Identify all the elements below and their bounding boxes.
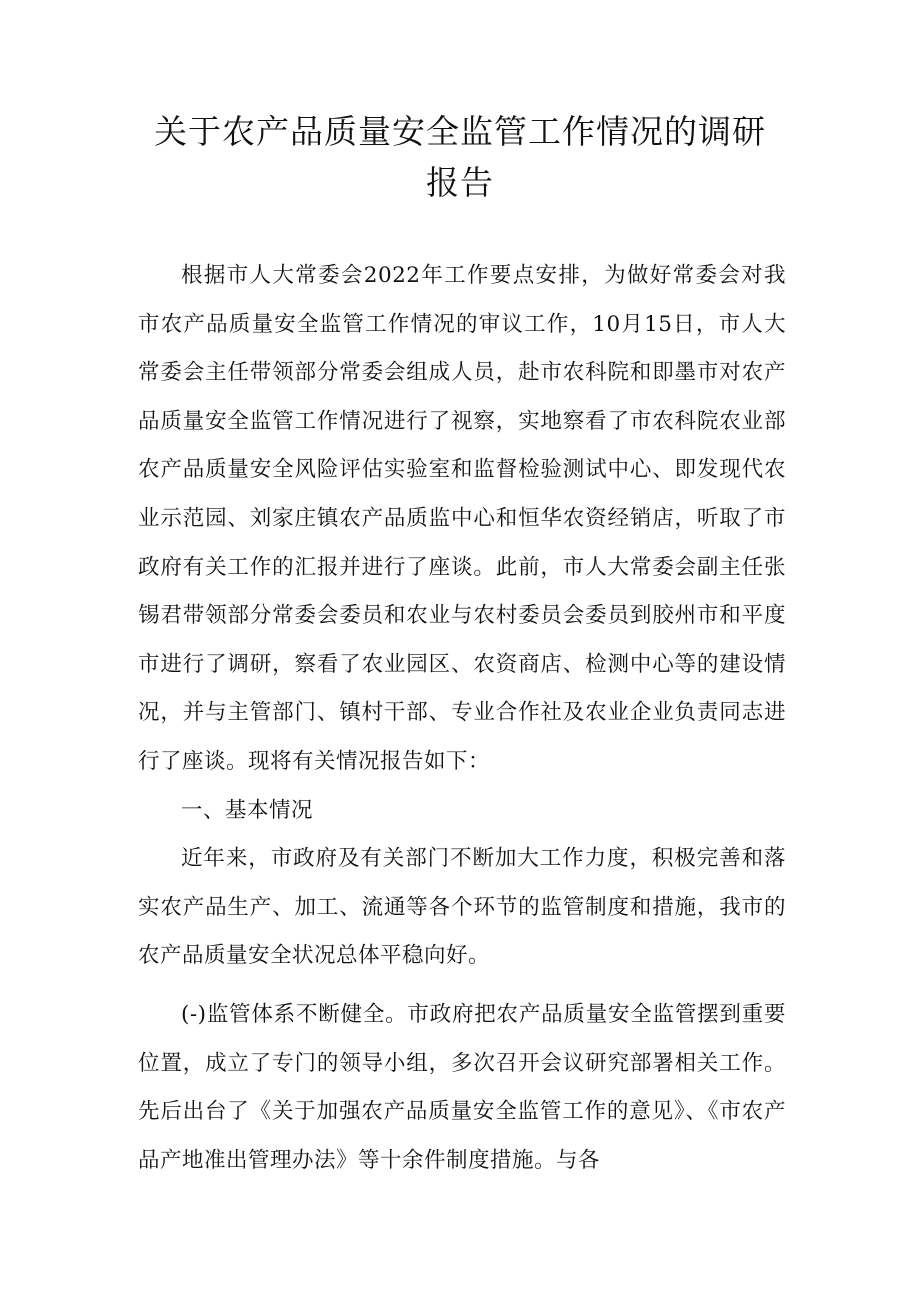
supervision-system-paragraph: (-)监管体系不断健全。市政府把农产品质量安全监管摆到重要位置，成立了专门的领导小组，多次召开会议研究部署相关工作。先后出台了《关于加强农产品质量安全监管工作的意见》、《市农产品产地准出管理办法》等十余件制度措施。与各 <box>138 1001 786 1173</box>
intro-paragraph: 根据市人大常委会2022年工作要点安排，为做好常委会对我市农产品质量安全监管工作情况的审议工作，10月15日，市人大常委会主任带领部分常委会组成人员，赴市农科院和即墨市对农产品质量安全监管工作情况进行了视察，实地察看了市农科院农业部农产品质量安全风险评估实验室和监督检验测试中心、即发现代农业示范园、刘家庄镇农产品质监中心和恒华农资经销店，听取了市政府有关工作的汇报并进行了座谈。此前，市人大常委会副主任张锡君带领部分常委会委员和农业与农村委员会委员到胶州市和平度市进行了调研，察看了农业园区、农资商店、检测中心等的建设情况，并与主管部门、镇村干部、专业合作社及农业企业负责同志进行了座谈。现将有关情况报告如下： <box>138 263 786 774</box>
overview-paragraph: 近年来，市政府及有关部门不断加大工作力度，积极完善和落实农产品生产、加工、流通等各个环节的监管制度和措施，我市的农产品质量安全状况总体平稳向好。 <box>138 846 786 969</box>
document-title <box>120 106 800 208</box>
title-line-2: 报告 <box>426 163 494 202</box>
document-body <box>138 252 786 1185</box>
section-heading-basic-situation: 一、基本情况 <box>181 797 314 823</box>
title-line-1: 关于农产品质量安全监管工作情况的调研 <box>154 112 766 151</box>
